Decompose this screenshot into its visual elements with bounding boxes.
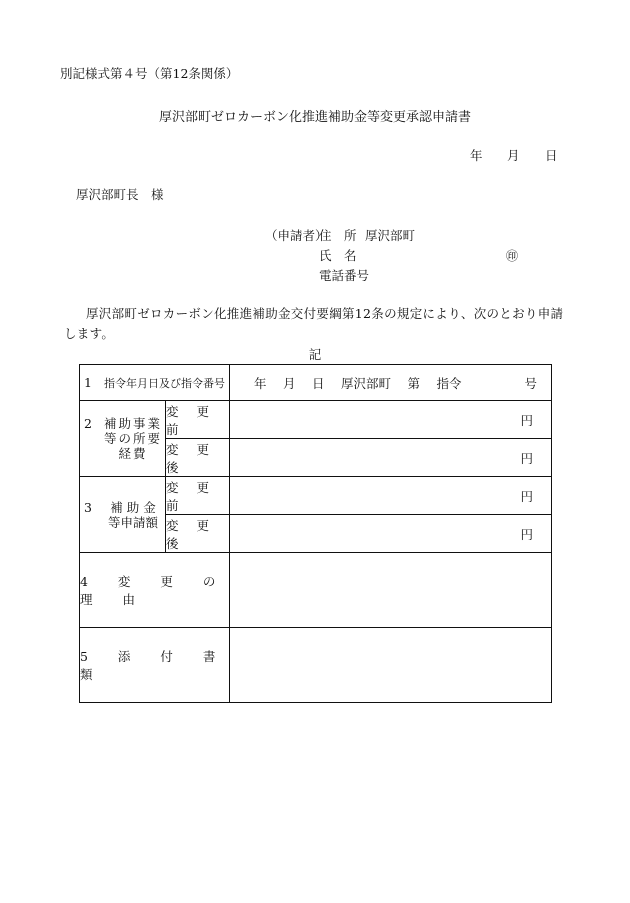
order-month: 月 xyxy=(283,375,296,391)
table-row xyxy=(80,553,552,628)
ki-heading: 記 xyxy=(308,347,322,362)
order-label: 指令年月日及び指令番号 xyxy=(104,376,225,390)
cost-after-value[interactable]: 円 xyxy=(230,439,552,477)
seal-mark: ㊞ xyxy=(506,249,519,263)
row-number: 1 xyxy=(84,374,92,390)
body-text: 厚沢部町ゼロカーボン化推進補助金交付要綱第12条の規定により、次のとおり申請します。 xyxy=(64,306,564,341)
cost-label: 補助事業等の所要経費 xyxy=(104,416,163,461)
applicant-role: （申請者） xyxy=(265,228,328,243)
date-month: 月 xyxy=(507,148,520,163)
amount-before-label: 変 更 前 xyxy=(166,477,230,515)
applicant-block xyxy=(265,226,519,286)
date-year: 年 xyxy=(470,148,483,163)
name-label: 氏 名 xyxy=(319,248,357,263)
address-label: 住 所 xyxy=(319,228,357,243)
cost-before-value[interactable]: 円 xyxy=(230,401,552,439)
amount-label: 補 助 金 等申請額 xyxy=(107,499,158,530)
attachments-label: 5 添 付 書 類 xyxy=(80,628,230,703)
amount-after-label: 変 更 後 xyxy=(166,515,230,553)
reason-value[interactable] xyxy=(230,553,552,628)
attachments-value[interactable] xyxy=(230,628,552,703)
order-shirei: 指令 xyxy=(436,375,462,391)
cost-before-label: 変 更 前 xyxy=(166,401,230,439)
phone-label: 電話番号 xyxy=(319,268,370,283)
row-number: 2 xyxy=(84,416,92,431)
form-number: 別記様式第４号（第12条関係） xyxy=(60,66,239,81)
order-year: 年 xyxy=(254,375,267,391)
table-row xyxy=(80,401,552,439)
order-label-cell xyxy=(80,365,230,401)
order-town: 厚沢部町 xyxy=(341,375,392,391)
order-value-cell[interactable] xyxy=(230,365,552,401)
order-day: 日 xyxy=(312,375,325,391)
addressee: 厚沢部町長 様 xyxy=(76,187,164,202)
cost-label-cell xyxy=(80,401,166,477)
row-number: 3 xyxy=(84,499,92,515)
table-row xyxy=(80,628,552,703)
date-line xyxy=(470,146,558,164)
document-title: 厚沢部町ゼロカーボン化推進補助金等変更承認申請書 xyxy=(158,110,471,125)
amount-label-cell xyxy=(80,477,166,553)
application-table xyxy=(79,364,552,703)
amount-after-value[interactable]: 円 xyxy=(230,515,552,553)
date-day: 日 xyxy=(545,148,558,163)
amount-before-value[interactable]: 円 xyxy=(230,477,552,515)
reason-label: 4 変 更 の 理 由 xyxy=(80,553,230,628)
order-go: 号 xyxy=(524,375,537,391)
table-row xyxy=(80,477,552,515)
order-dai: 第 xyxy=(407,375,421,391)
table-row xyxy=(80,365,552,401)
address-value: 厚沢部町 xyxy=(365,228,416,243)
cost-after-label: 変 更 後 xyxy=(166,439,230,477)
